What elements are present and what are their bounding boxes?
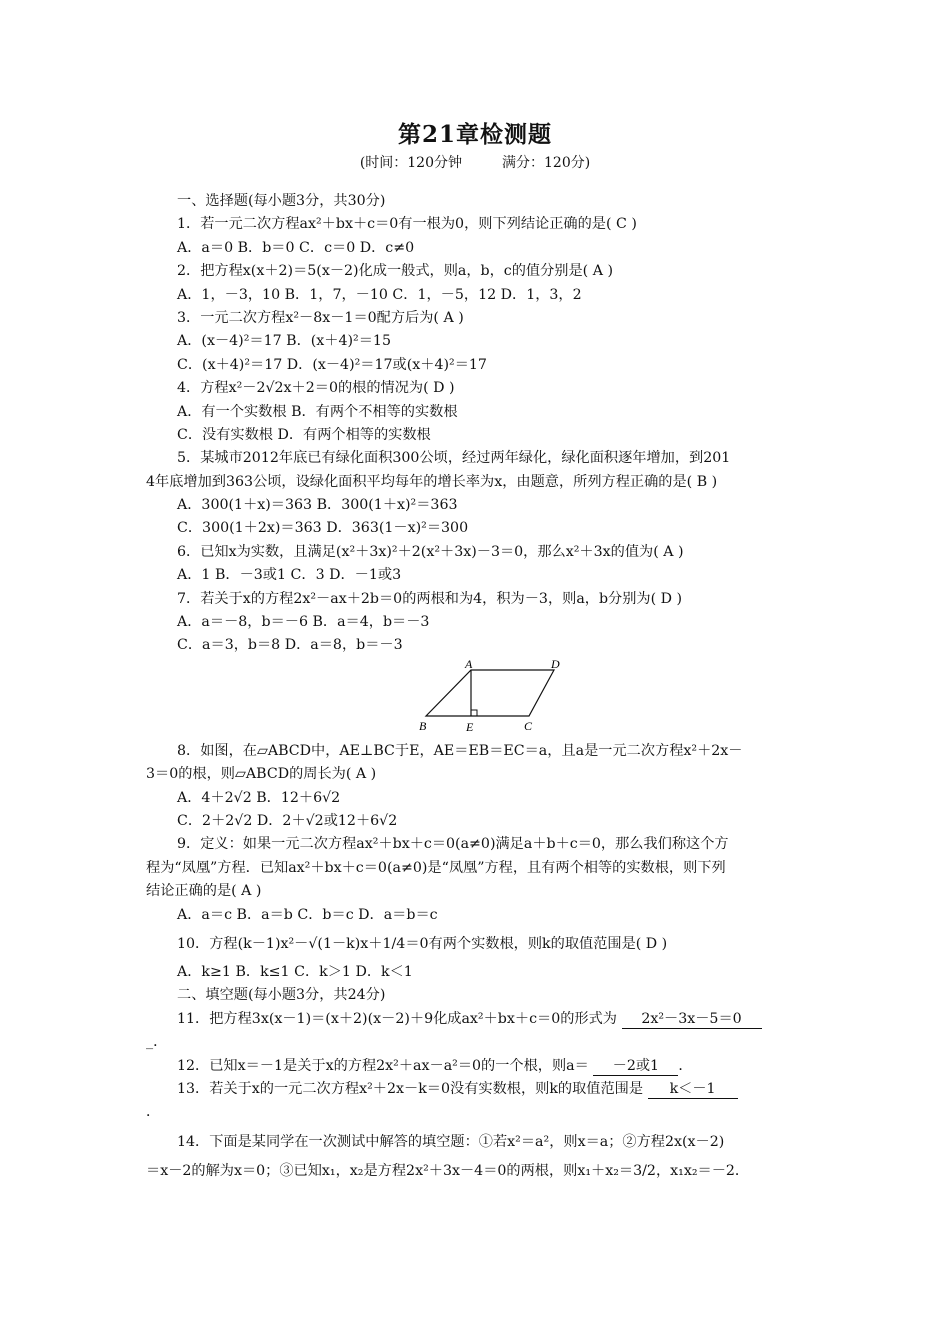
question-7-options-cd: C．a＝3，b＝8 D．a＝8，b＝－3 [177, 637, 403, 654]
question-12-tail: ． [678, 1057, 693, 1074]
question-8-stem-line2: 3＝0的根，则▱ABCD的周长为( A ) [146, 766, 377, 783]
question-8-options-ab: A．4＋2√2 B．12＋6√2 [177, 789, 341, 806]
question-12 [146, 1055, 806, 1078]
section-heading-fill: 二、填空题(每小题3分，共24分) [177, 987, 386, 1004]
parallelogram-abcd [426, 670, 554, 716]
question-14-line2: ＝x－2的解为x＝0；③已知x₁，x₂是方程2x²＋3x－4＝0的两根，则x₁＋x₂＝3/2，x₁x₂＝－2． [146, 1163, 750, 1180]
question-3-stem: 3．一元二次方程x²－8x－1＝0配方后为( A ) [177, 309, 464, 326]
right-angle-mark [471, 710, 477, 716]
time-limit: (时间：120分钟 [359, 155, 462, 171]
vertex-label-c: C [524, 718, 533, 733]
question-11-answer: 2x²－3x－5＝0 [622, 1011, 762, 1029]
question-9-stem-line1: 9．定义：如果一元二次方程ax²＋bx＋c＝0(a≠0)满足a＋b＋c＝0，那么我们称这个方 [177, 836, 729, 853]
question-6-options: A．1 B．－3或1 C．3 D．－1或3 [177, 567, 402, 584]
question-5-options-ab: A．300(1＋x)＝363 B．300(1＋x)²＝363 [177, 497, 458, 514]
question-7-stem: 7．若关于x的方程2x²－ax＋2b＝0的两根和为4，积为－3，则a，b分别为( D ) [177, 590, 683, 607]
question-2-options: A．1，－3，10 B．1，7，－10 C．1，－5，12 D．1，3，2 [177, 286, 582, 303]
question-12-answer: －2或1 [593, 1058, 678, 1076]
question-13-tail: ． [146, 1104, 161, 1121]
question-9-options: A．a＝c B．a＝b C．b＝c D．a＝b＝c [177, 906, 438, 923]
question-8-stem-line1: 8．如图，在▱ABCD中，AE⊥BC于E，AE＝EB＝EC＝a，且a是一元二次方程x²＋2x－ [177, 742, 743, 759]
question-12-stem: 12．已知x＝－1是关于x的方程2x²＋ax－a²＝0的一个根，则a＝ [177, 1057, 589, 1074]
question-3-options-cd: C．(x＋4)²＝17 D．(x－4)²＝17或(x＋4)²＝17 [177, 356, 487, 373]
vertex-label-d: D [551, 657, 560, 671]
question-13 [146, 1078, 806, 1101]
question-9-stem-line3: 结论正确的是( A ) [146, 883, 262, 900]
question-10-options: A．k≥1 B．k≤1 C．k＞1 D．k＜1 [177, 963, 413, 980]
question-4-stem: 4．方程x²－2√2x＋2＝0的根的情况为( D ) [177, 380, 455, 397]
vertex-label-a: A [465, 657, 473, 671]
question-11-tail: _． [146, 1034, 168, 1051]
question-9-stem-line2: 程为“凤凰”方程．已知ax²＋bx＋c＝0(a≠0)是“凤凰”方程，且有两个相等的实数根，则下列 [146, 859, 726, 876]
question-11-stem: 11．把方程3x(x－1)＝(x＋2)(x－2)＋9化成ax²＋bx＋c＝0的形式为 [177, 1010, 617, 1027]
question-6-stem: 6．已知x为实数，且满足(x²＋3x)²＋2(x²＋3x)－3＝0，那么x²＋3x的值为( A ) [177, 543, 684, 560]
parallelogram-figure [146, 658, 806, 740]
page-title: 第21章检测题 [397, 121, 552, 148]
question-4-options-cd: C．没有实数根 D．有两个相等的实数根 [177, 426, 431, 443]
question-5-options-cd: C．300(1＋2x)＝363 D．363(1－x)²＝300 [177, 520, 469, 537]
question-13-stem: 13．若关于x的一元二次方程x²＋2x－k＝0没有实数根，则k的取值范围是 [177, 1080, 644, 1097]
vertex-label-b: B [419, 718, 427, 733]
question-5-stem-line1: 5．某城市2012年底已有绿化面积300公顷，经过两年绿化，绿化面积逐年增加，到201 [177, 450, 731, 467]
exam-info [0, 152, 950, 172]
question-10-stem: 10．方程(k－1)x²－√(1－k)x＋1/4＝0有两个实数根，则k的取值范围是( D ) [177, 935, 668, 952]
question-list [146, 190, 806, 1188]
parallelogram-diagram [411, 658, 561, 738]
section-heading-choice: 一、选择题(每小题3分，共30分) [177, 193, 386, 209]
question-11 [146, 1008, 806, 1031]
question-1-stem: 1．若一元二次方程ax²＋bx＋c＝0有一根为0，则下列结论正确的是( C ) [177, 216, 637, 233]
question-5-stem-line2: 4年底增加到363公顷，设绿化面积平均每年的增长率为x，由题意，所列方程正确的是( B ) [146, 473, 718, 490]
question-13-answer: k＜－1 [648, 1081, 738, 1099]
question-14-line1: 14．下面是某同学在一次测试中解答的填空题：①若x²＝a²，则x＝a；②方程2x(x－2) [177, 1133, 725, 1150]
question-1-options: A．a＝0 B．b＝0 C．c＝0 D．c≠0 [177, 239, 415, 256]
full-score: 满分：120分) [502, 155, 591, 171]
question-3-options-ab: A．(x－4)²＝17 B．(x＋4)²＝15 [177, 333, 391, 350]
question-4-options-ab: A．有一个实数根 B．有两个不相等的实数根 [177, 403, 458, 420]
question-7-options-ab: A．a＝－8，b＝－6 B．a＝4，b＝－3 [177, 614, 430, 631]
question-2-stem: 2．把方程x(x＋2)＝5(x－2)化成一般式，则a，b，c的值分别是( A ) [177, 263, 614, 280]
vertex-label-e: E [466, 719, 474, 734]
question-8-options-cd: C．2＋2√2 D．2＋√2或12＋6√2 [177, 812, 398, 829]
